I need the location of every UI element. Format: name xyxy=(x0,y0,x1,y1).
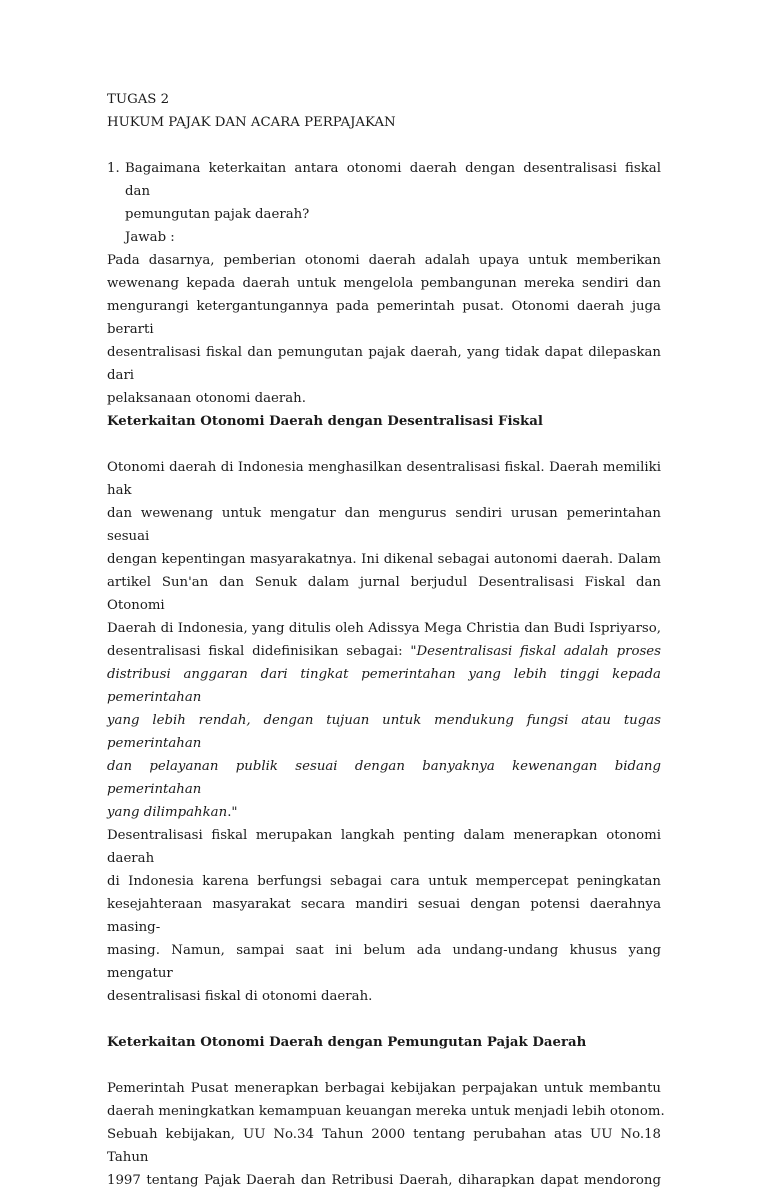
quote-line: yang lebih rendah, dengan tujuan untuk mendukung fungsi atau tugas pemerintahan xyxy=(107,713,661,751)
question-text-2: pemungutan pajak daerah? xyxy=(125,207,310,222)
quote-end: yang dilimpahkan xyxy=(107,805,228,820)
section-heading: Keterkaitan Otonomi Daerah dengan Pemungutan Pajak Daerah xyxy=(107,1035,587,1050)
paragraph-line: artikel Sun'an dan Senuk dalam jurnal berjudul Desentralisasi Fiskal dan Otonomi xyxy=(107,575,661,613)
doc-title-2: HUKUM PAJAK DAN ACARA PERPAJAKAN xyxy=(107,115,396,130)
intro-line: pelaksanaan otonomi daerah. xyxy=(107,391,306,406)
question-text-1: Bagaimana keterkaitan antara otonomi daerah dengan desentralisasi fiskal dan xyxy=(125,161,661,199)
paragraph-line xyxy=(107,640,661,663)
paragraph-line: Daerah di Indonesia, yang ditulis oleh Adissya Mega Christia dan Budi Ispriyarso, xyxy=(107,621,661,636)
paragraph-line: Otonomi daerah di Indonesia menghasilkan desentralisasi fiskal. Daerah memiliki hak xyxy=(107,460,661,498)
doc-title-1: TUGAS 2 xyxy=(107,92,170,107)
question-line xyxy=(107,157,661,203)
paragraph-line: daerah meningkatkan kemampuan keuangan mereka untuk menjadi lebih otonom. xyxy=(107,1104,665,1119)
answer-label: Jawab : xyxy=(125,230,175,245)
intro-line: Pada dasarnya, pemberian otonomi daerah adalah upaya untuk memberikan xyxy=(107,253,661,268)
question-number: 1. xyxy=(107,161,120,176)
spacer xyxy=(107,1054,661,1077)
quote-line: dan pelayanan publik sesuai dengan banyaknya kewenangan bidang pemerintahan xyxy=(107,759,661,797)
quote-end-line xyxy=(107,801,661,824)
paragraph-line: di Indonesia karena berfungsi sebagai cara untuk mempercepat peningkatan xyxy=(107,874,661,889)
spacer xyxy=(107,433,661,456)
intro-line: desentralisasi fiskal dan pemungutan pajak daerah, yang tidak dapat dilepaskan dari xyxy=(107,345,661,383)
paragraph-line: dengan kepentingan masyarakatnya. Ini dikenal sebagai autonomi daerah. Dalam xyxy=(107,552,661,567)
paragraph-line: Desentralisasi fiskal merupakan langkah penting dalam menerapkan otonomi daerah xyxy=(107,828,661,866)
spacer xyxy=(107,1008,661,1031)
quote-line: distribusi anggaran dari tingkat pemerintahan yang lebih tinggi kepada pemerintahan xyxy=(107,667,661,705)
paragraph-line: desentralisasi fiskal di otonomi daerah. xyxy=(107,989,373,1004)
question-block xyxy=(107,157,661,249)
paragraph-line: masing. Namun, sampai saat ini belum ada undang-undang khusus yang mengatur xyxy=(107,943,661,981)
paragraph-line: Sebuah kebijakan, UU No.34 Tahun 2000 tentang perubahan atas UU No.18 Tahun xyxy=(107,1127,661,1165)
intro-line: mengurangi ketergantungannya pada pemerintah pusat. Otonomi daerah juga berarti xyxy=(107,299,661,337)
paragraph-line: 1997 tentang Pajak Daerah dan Retribusi Daerah, diharapkan dapat mendorong xyxy=(107,1173,661,1188)
section-heading: Keterkaitan Otonomi Daerah dengan Desentralisasi Fiskal xyxy=(107,414,543,429)
spacer xyxy=(107,134,661,157)
quote-close: ." xyxy=(227,805,238,820)
paragraph-line: dan wewenang untuk mengatur dan mengurus sendiri urusan pemerintahan sesuai xyxy=(107,506,661,544)
definition-intro: desentralisasi fiskal didefinisikan sebagai: " xyxy=(107,644,417,659)
intro-line: wewenang kepada daerah untuk mengelola pembangunan mereka sendiri dan xyxy=(107,276,661,291)
quote-start: Desentralisasi fiskal adalah proses xyxy=(416,644,661,659)
paragraph-line: kesejahteraan masyarakat secara mandiri sesuai dengan potensi daerahnya masing- xyxy=(107,897,661,935)
document-page xyxy=(107,88,665,1192)
paragraph-line: Pemerintah Pusat menerapkan berbagai kebijakan perpajakan untuk membantu xyxy=(107,1081,661,1096)
